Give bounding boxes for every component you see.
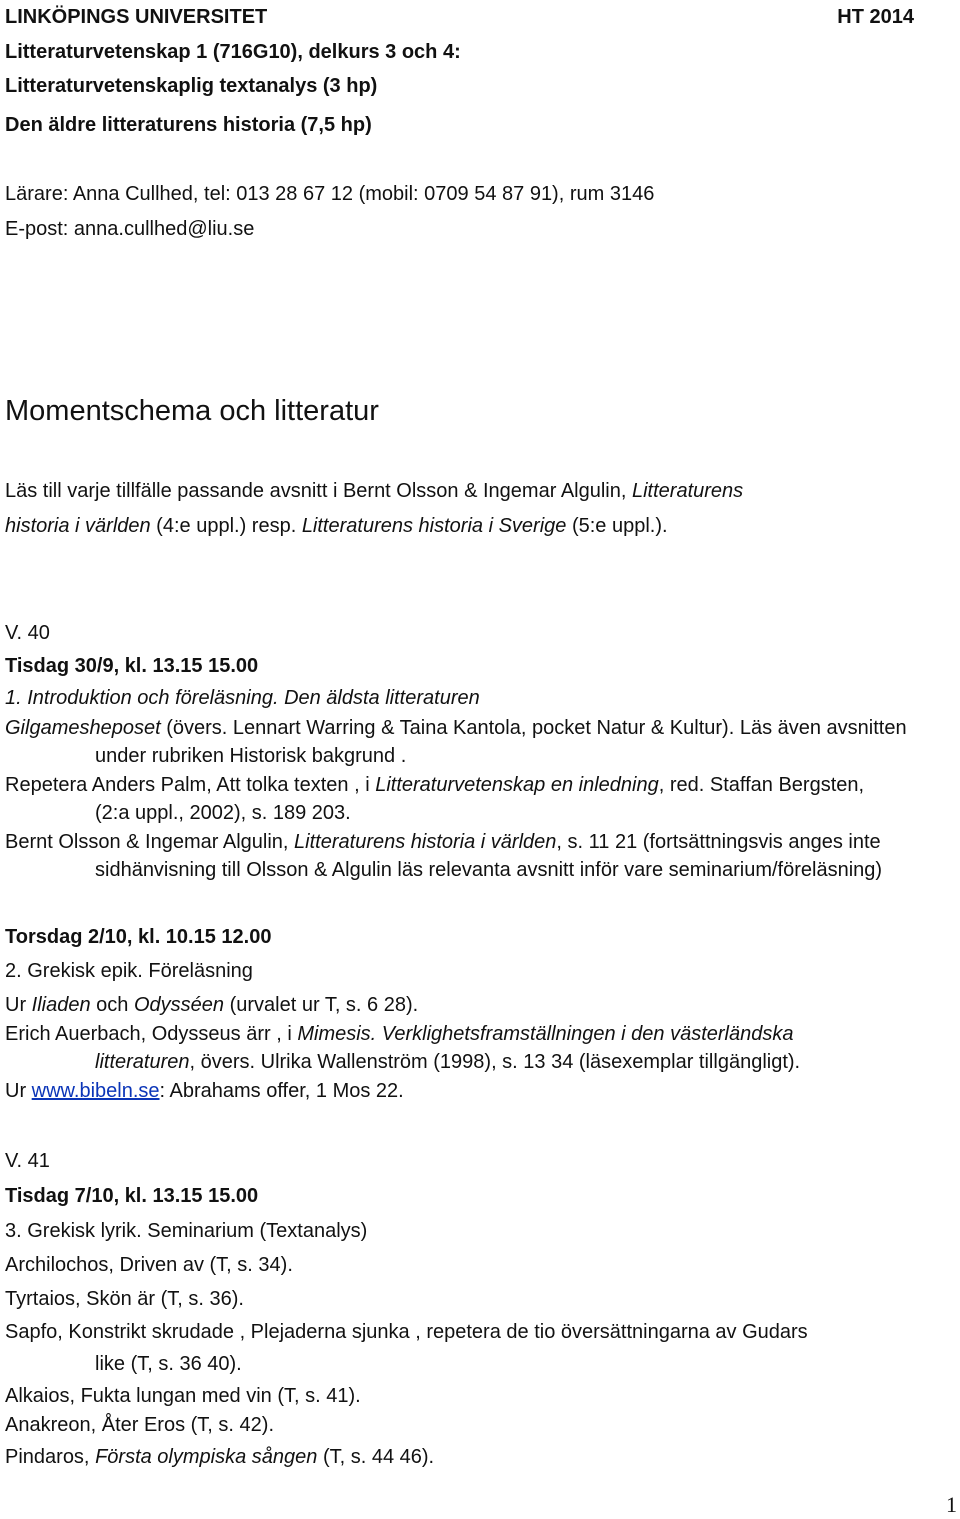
university-name: LINKÖPINGS UNIVERSITET [5,6,268,28]
session-2-reading-2 [5,1022,794,1046]
alkaios-item: Alkaios, Fukta lungan med vin (T, s. 41). [5,1385,361,1407]
archilochos-item: Archilochos, Driven av (T, s. 34). [5,1254,293,1276]
pindaros-title: Första olympiska sången [95,1446,318,1468]
intro-title-part-1: Litteraturens [631,480,744,502]
pindaros-author: Pindaros, [5,1446,96,1468]
iliad-pages: (urvalet ur T, s. 6 28). [224,994,419,1016]
mimesis-details: , övers. Ulrika Wallenström (1998), s. 13 34 (läsexemplar tillgängligt). [189,1051,801,1073]
iliaden-title: Iliaden [31,994,91,1016]
gilgamesh-details: (övers. Lennart Warring & Taina Kantola, pocket Natur & Kultur). Läs även avsnitten [160,717,907,739]
term-label: HT 2014 [837,6,914,28]
sapfo-item-cont: like (T, s. 36 40). [95,1353,242,1375]
session-1-reading-1 [5,716,907,740]
session-1-reading-1-cont: under rubriken Historisk bakgrund . [95,745,407,767]
odysseen-title: Odysséen [133,994,225,1016]
intro-text-d: (4:e uppl.) resp. [150,515,302,537]
session-1-reading-2-cont: (2:a uppl., 2002), s. 189 203. [95,802,351,824]
olsson-pages: , s. 11 21 (fortsättningsvis anges inte [556,831,881,853]
och-text: och [90,994,134,1016]
ur-prefix: Ur [5,994,32,1016]
palm-book-title: Litteraturvetenskap en inledning [375,774,659,796]
sapfo-item: Sapfo, Konstrikt skrudade , Plejaderna sjunka , repetera de tio översättningarna av Gudars [5,1321,808,1343]
gilgamesh-title: Gilgamesheposet [5,717,161,739]
week-40-label: V. 40 [5,622,50,644]
email-line: E-post: anna.cullhed@liu.se [5,218,255,240]
intro-line-2 [5,514,668,538]
course-line-3: Den äldre litteraturens historia (7,5 hp) [5,114,372,136]
ur-prefix-2: Ur [5,1080,32,1102]
mimesis-title: Mimesis. Verklighetsframställningen i den västerländska [297,1023,794,1045]
pindaros-item [5,1445,434,1469]
course-line-1: Litteraturvetenskap 1 (716G10), delkurs 3 och 4: [5,41,461,63]
session-2-reading-2-cont [95,1050,800,1074]
week-41-label: V. 41 [5,1150,50,1172]
bibeln-link[interactable]: www.bibeln.se [31,1080,160,1102]
intro-title-sverige: Litteraturens historia i Sverige [301,515,567,537]
session-1-reading-2 [5,773,864,797]
tyrtaios-item: Tyrtaios, Skön är (T, s. 36). [5,1288,244,1310]
intro-title-part-2: historia i världen [5,515,151,537]
section-title: Momentschema och litteratur [5,395,379,427]
auerbach-text: Erich Auerbach, Odysseus ärr , i [5,1023,298,1045]
mimesis-title-cont: litteraturen [95,1051,190,1073]
session-2-reading-3 [5,1079,404,1103]
session-3-heading: 3. Grekisk lyrik. Seminarium (Textanalys) [5,1220,368,1242]
intro-line-1 [5,479,743,503]
pindaros-pages: (T, s. 44 46). [317,1446,435,1468]
intro-text-f: (5:e uppl.). [566,515,668,537]
course-line-2: Litteraturvetenskaplig textanalys (3 hp) [5,75,378,97]
anakreon-item: Anakreon, Åter Eros (T, s. 42). [5,1414,274,1436]
palm-editor: , red. Staffan Bergsten, [658,774,865,796]
abrahams-offer: : Abrahams offer, 1 Mos 22. [159,1080,404,1102]
session-1-reading-3-cont: sidhänvisning till Olsson & Algulin läs relevanta avsnitt inför vare seminarium/föreläsning) [95,859,883,881]
palm-text: Repetera Anders Palm, Att tolka texten , i [5,774,376,796]
session-3-date: Tisdag 7/10, kl. 13.15 15.00 [5,1185,259,1207]
olsson-authors: Bernt Olsson & Ingemar Algulin, [5,831,295,853]
olsson-book-title: Litteraturens historia i världen [294,831,557,853]
session-2-date: Torsdag 2/10, kl. 10.15 12.00 [5,926,272,948]
session-1-date: Tisdag 30/9, kl. 13.15 15.00 [5,655,259,677]
session-2-reading-1 [5,993,418,1017]
session-1-reading-3 [5,830,881,854]
page-number: 1 [946,1492,957,1517]
session-2-heading: 2. Grekisk epik. Föreläsning [5,960,253,982]
session-1-heading: 1. Introduktion och föreläsning. Den äldsta litteraturen [5,687,480,709]
teacher-info: Lärare: Anna Cullhed, tel: 013 28 67 12 (mobil: 0709 54 87 91), rum 3146 [5,183,655,205]
intro-text-a: Läs till varje tillfälle passande avsnitt i Bernt Olsson & Ingemar Algulin, [5,480,632,502]
